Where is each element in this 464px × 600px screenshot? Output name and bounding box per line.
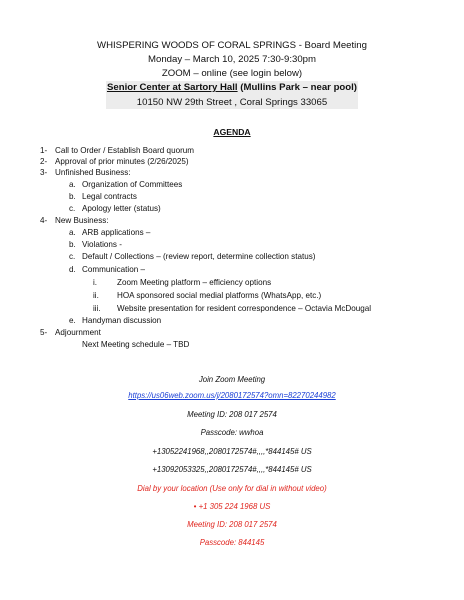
agenda-subitem-letter: a. — [69, 180, 76, 189]
agenda-subitem-letter: c. — [69, 204, 76, 213]
agenda-item-number: 3- — [40, 168, 48, 177]
agenda-item-number: 2- — [40, 157, 48, 166]
agenda-subitem-text: Handyman discussion — [82, 316, 162, 325]
zoom-online-note: ZOOM – online (see login below) — [161, 68, 303, 79]
meeting-location — [0, 81, 464, 94]
agenda-roman-numeral: iii. — [93, 304, 101, 313]
agenda-subitem-letter: d. — [69, 265, 76, 274]
agenda-item-text: Adjournment — [55, 328, 101, 337]
agenda-roman-numeral: i. — [93, 278, 98, 287]
agenda-subitem-letter: b. — [69, 240, 76, 249]
zoom-meeting-id: Meeting ID: 208 017 2574 — [187, 410, 277, 419]
zoom-passcode: Passcode: wwhoa — [200, 428, 264, 437]
zoom-meeting-link[interactable]: https://us06web.zoom.us/j/2080172574?omn=82270244982 — [128, 391, 336, 400]
agenda-roman-numeral: ii. — [93, 291, 99, 300]
location-name: Senior Center at Sartory Hall — [106, 82, 238, 93]
agenda-item-text: New Business: — [55, 216, 109, 225]
agenda-subitem-letter: c. — [69, 252, 76, 261]
agenda-item-number: 5- — [40, 328, 48, 337]
zoom-join-label: Join Zoom Meeting — [198, 375, 266, 384]
agenda-subitem-letter: e. — [69, 316, 76, 325]
agenda-roman-text: HOA sponsored social medial platforms (WhatsApp, etc.) — [117, 291, 322, 300]
agenda-item-text: Unfinished Business: — [55, 168, 131, 177]
agenda-subitem-letter: a. — [69, 228, 76, 237]
agenda-item-number: 1- — [40, 146, 48, 155]
agenda-item-number: 4- — [40, 216, 48, 225]
agenda-subitem-text: ARB applications – — [82, 228, 151, 237]
agenda-subitem-text: Organization of Committees — [82, 180, 183, 189]
next-meeting-note: Next Meeting schedule – TBD — [82, 340, 190, 349]
location-note: (Mullins Park – near pool) — [237, 82, 358, 93]
agenda-item-text: Call to Order / Establish Board quorum — [55, 146, 195, 155]
zoom-dial-one-tap-1: +13052241968,,2080172574#,,,,*844145# US — [152, 447, 312, 456]
meeting-date-time: Monday – March 10, 2025 7:30-9:30pm — [148, 54, 316, 65]
dial-by-location-note: Dial by your location (Use only for dial in without video) — [137, 484, 327, 493]
agenda-item-text: Approval of prior minutes (2/26/2025) — [55, 157, 189, 166]
agenda-title: AGENDA — [213, 127, 251, 137]
agenda-subitem-text: Violations - — [82, 240, 122, 249]
agenda-subitem-letter: b. — [69, 192, 76, 201]
zoom-dial-one-tap-2: +13092053325,,2080172574#,,,,*844145# US — [152, 465, 312, 474]
agenda-roman-text: Zoom Meeting platform – efficiency options — [117, 278, 272, 287]
agenda-subitem-text: Apology letter (status) — [82, 204, 161, 213]
agenda-subitem-text: Communication – — [82, 265, 145, 274]
meeting-address: 10150 NW 29th Street , Coral Springs 33065 — [136, 97, 328, 108]
dial-meeting-id: Meeting ID: 208 017 2574 — [187, 520, 277, 529]
agenda-subitem-text: Default / Collections – (review report, determine collection status) — [82, 252, 316, 261]
meeting-title: WHISPERING WOODS OF CORAL SPRINGS - Board Meeting — [97, 40, 367, 51]
dial-passcode: Passcode: 844145 — [199, 538, 265, 547]
agenda-subitem-text: Legal contracts — [82, 192, 137, 201]
agenda-roman-text: Website presentation for resident correspondence – Octavia McDougal — [117, 304, 372, 313]
dial-phone-number: • +1 305 224 1968 US — [193, 502, 271, 511]
